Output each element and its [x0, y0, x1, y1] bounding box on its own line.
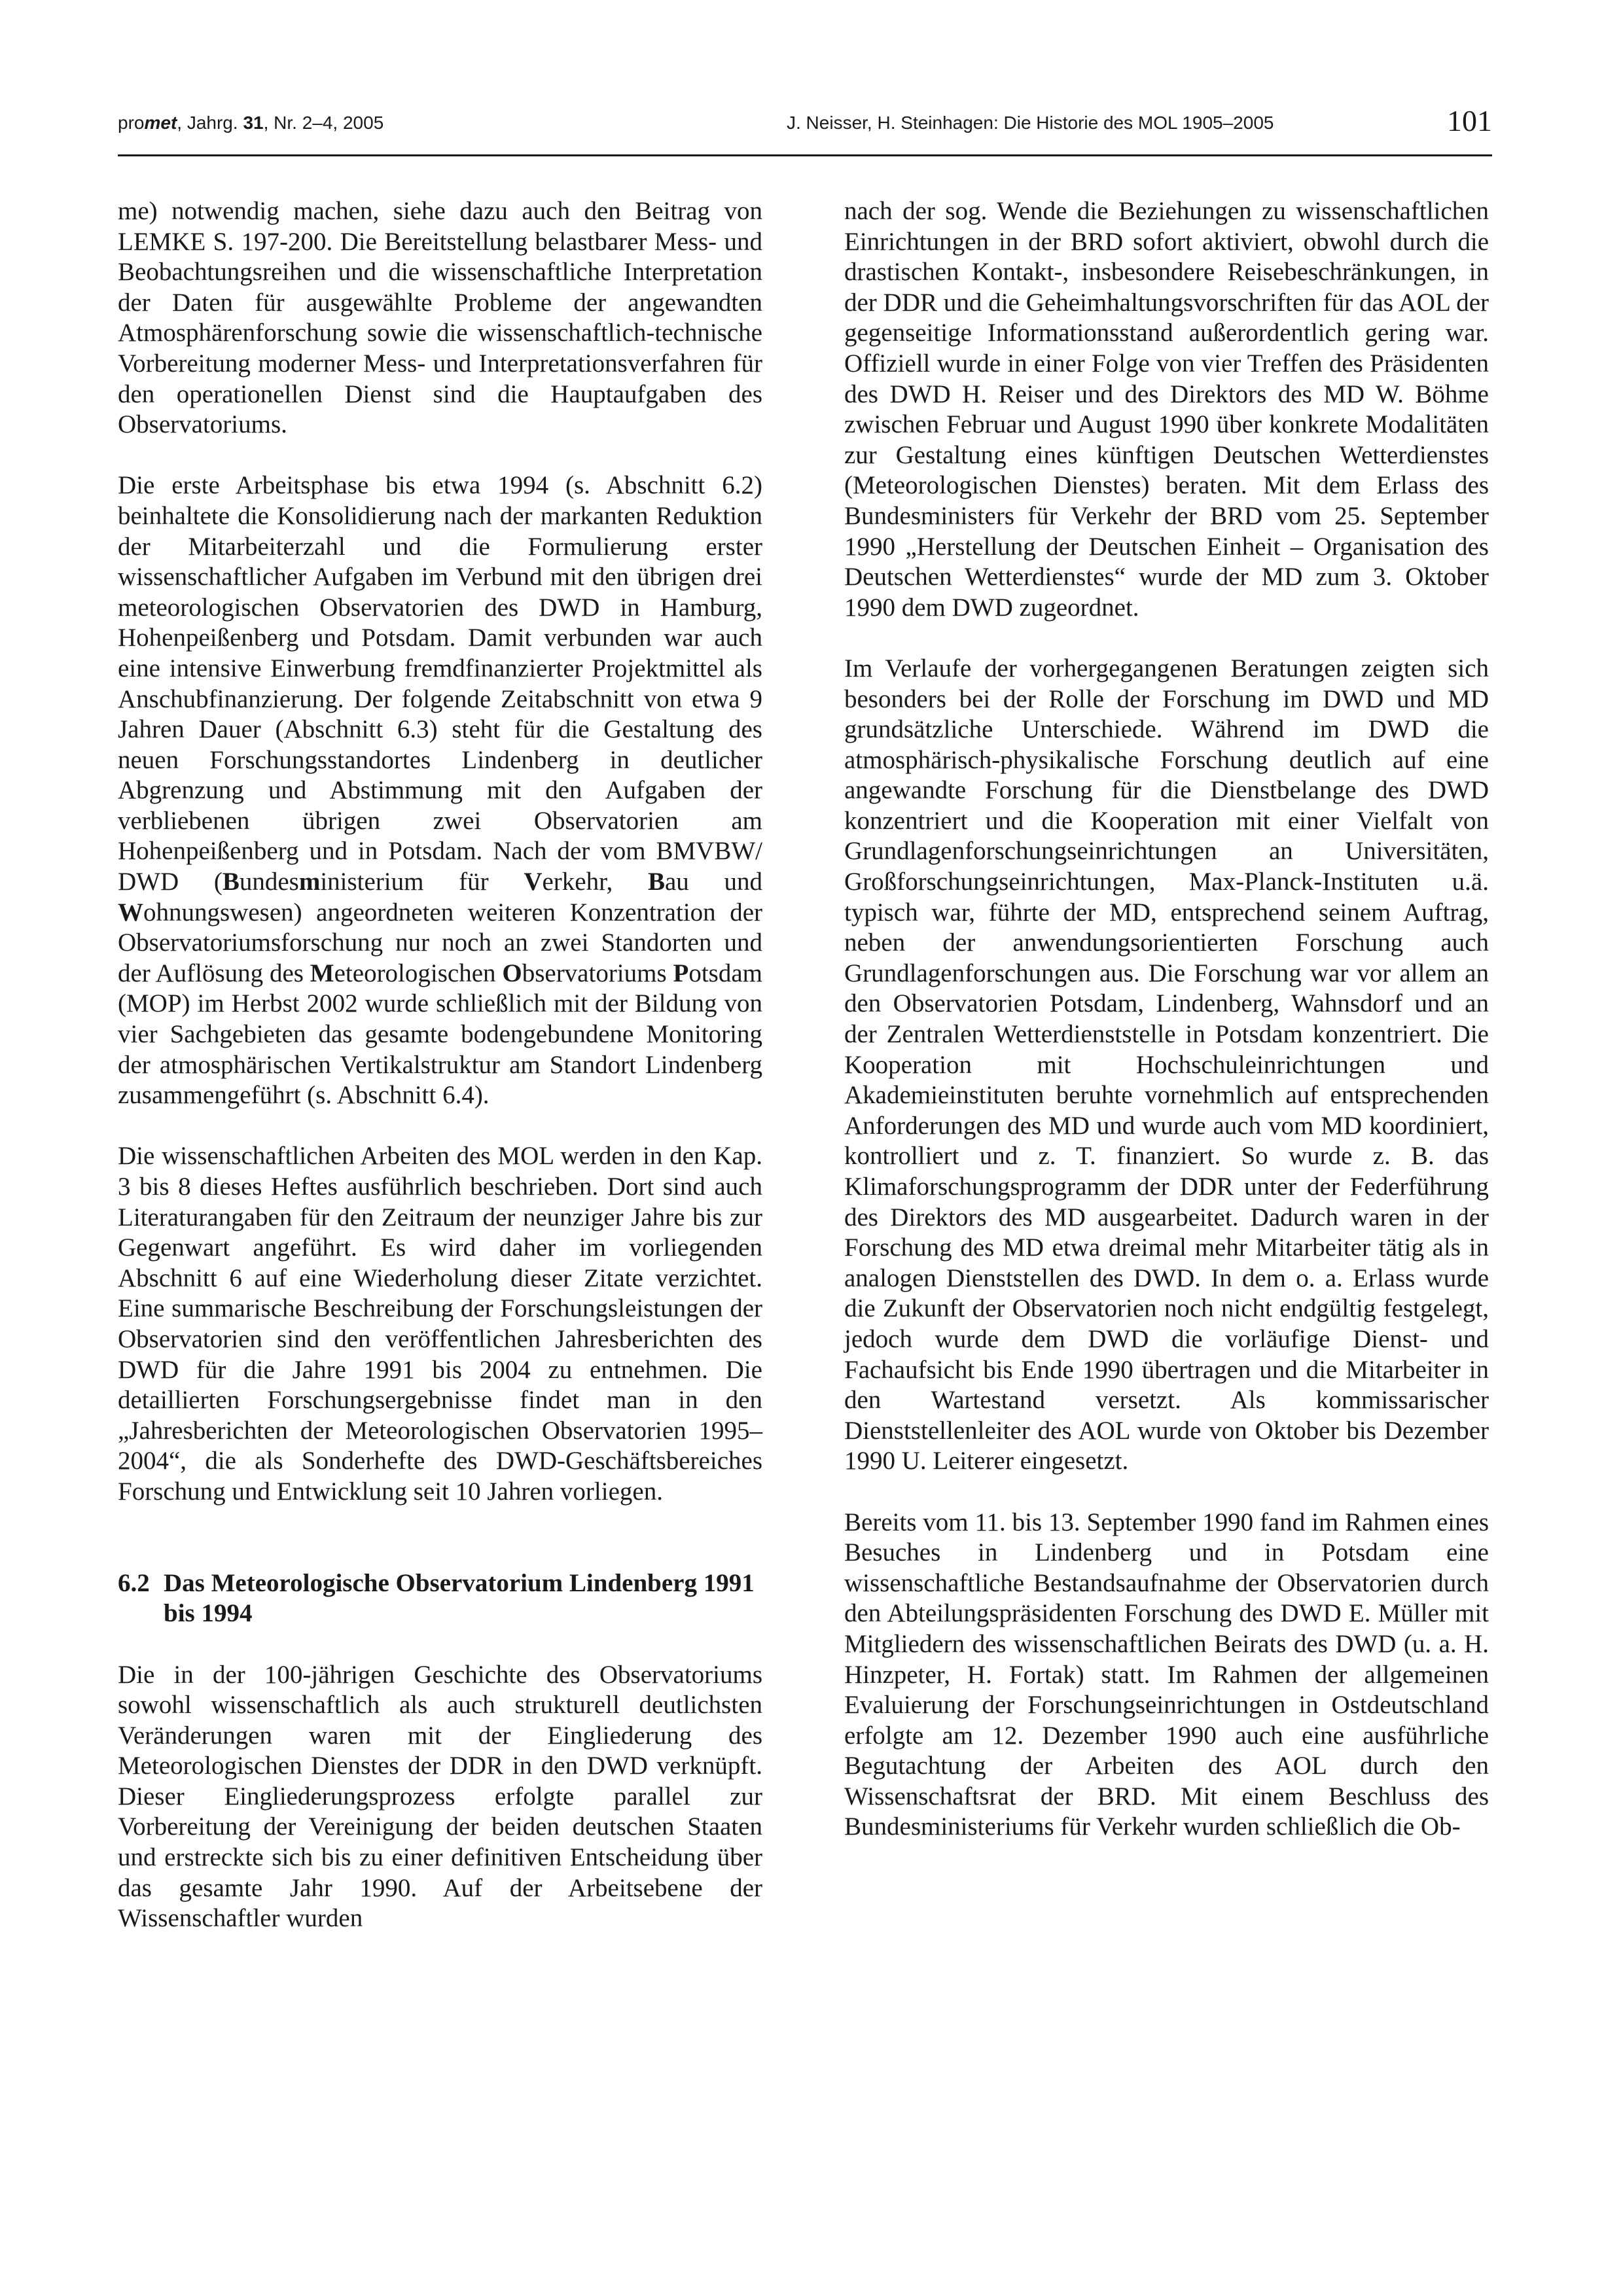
header-rule — [118, 154, 1492, 156]
running-header — [118, 98, 1492, 144]
journal-citation: promet, Jahrg. 31, Nr. 2–4, 2005 — [118, 113, 384, 133]
left-column — [118, 196, 762, 1934]
journal-name-emphasis: met — [144, 113, 177, 133]
paragraph-evaluation: Bereits vom 11. bis 13. September 1990 fand im Rahmen eines Besuches in Lindenberg und in Potsdam eine wissenschaftliche Bestandsaufnahme der Observatorien durch den Abteilungspräsidenten Forschung des DWD E. Müller mit Mitgliedern des wissenschaftlichen Beirats des DWD (u. a. H. Hinzpeter, H. Fortak) statt. Im Rahmen der allgemeinen Evaluierung der Forschungseinrichtungen in Ostdeutschland erfolgte am 12. Dezember 1990 auch eine ausführliche Begutachtung der Arbeiten des AOL durch den Wissenschaftsrat der BRD. Mit einem Beschluss des Bundesministeriums für Verkehr wurden schließlich die Ob- — [844, 1508, 1489, 1841]
section-title: Das Meteorologische Observatorium Lindenberg 1991 bis 1994 — [164, 1568, 755, 1628]
running-title: J. Neisser, H. Steinhagen: Die Historie des MOL 1905–2005 — [787, 113, 1274, 133]
section-heading-6-2 — [118, 1568, 762, 1629]
paragraph-tasks: me) notwendig machen, siehe dazu auch den Beitrag von LEMKE S. 197-200. Die Bereitstellung belastbarer Mess- und Beobachtungsreihen und die wissenschaftliche Interpretation der Daten für ausgewählte Probleme der angewandten Atmosphärenforschung sowie die wissenschaftlich-technische Vorbereitung moderner Mess- und Interpretationsverfahren für den operationellen Dienst sind die Hauptaufgaben des Observatoriums. — [118, 197, 762, 439]
paragraph-phases: Die erste Arbeitsphase bis etwa 1994 (s. Abschnitt 6.2) beinhaltete die Konsolidierung nach der markanten Reduktion der Mitarbeiterzahl und die Formulierung erster wissenschaftlicher Aufgaben im Verbund mit den übrigen drei meteorologischen Observatorien des DWD in Hamburg, Hohenpeißenberg und Potsdam. Damit verbunden war auch eine intensive Einwerbung fremdfinanzierter Projektmittel als Anschubfinanzierung. Der folgende Zeitabschnitt von etwa 9 Jahren Dauer (Abschnitt 6.3) steht für die Gestaltung des neuen Forschungsstandortes Lindenberg in deutlicher Abgrenzung und Abstimmung mit den Aufgaben der verbliebenen übrigen zwei Observatorien am Hohenpeißenberg und in Potsdam. Nach der vom BMVBW/ DWD (Bundesministerium für Verkehr, Bau und Wohnungswesen) angeordneten weiteren Konzentration der Observatoriumsforschung nur noch an zwei Standorten und der Auflösung des Meteorologischen Observatoriums Potsdam (MOP) im Herbst 2002 wurde schließlich mit der Bildung von vier Sachgebieten das gesamte bodengebundene Monitoring der atmosphärischen Vertikalstruktur am Standort Lindenberg zusammengeführt (s. Abschnitt 6.4). — [118, 471, 762, 1110]
right-column — [844, 196, 1489, 1843]
paragraph-integration: Die in der 100-jährigen Geschichte des Observatoriums sowohl wissenschaftlich als auch strukturell deutlichsten Veränderungen waren mit der Eingliederung des Meteorologischen Dienstes der DDR in den DWD verknüpft. Dieser Eingliederungsprozess erfolgte parallel zur Vorbereitung der Vereinigung der beiden deutschen Staaten und erstreckte sich bis zu einer definitiven Entscheidung über das gesamte Jahr 1990. Auf der Arbeitsebene der Wissenschaftler wurden — [118, 1660, 762, 1933]
volume-number: 31 — [243, 113, 264, 133]
paragraph-reunification: nach der sog. Wende die Beziehungen zu wissenschaftlichen Einrichtungen in der BRD sofort aktiviert, obwohl durch die drastischen Kontakt-, insbesondere Reisebeschränkungen, in der DDR und die Geheimhaltungsvorschriften für das AOL der gegenseitige Informationsstand außerordentlich gering war. Offiziell wurde in einer Folge von vier Treffen des Präsidenten des DWD H. Reiser und des Direktors des MD W. Böhme zwischen Februar und August 1990 über konkrete Modalitäten zur Gestaltung eines künftigen Deutschen Wetterdienstes (Meteorologischen Dienstes) beraten. Mit dem Erlass des Bundesministers für Verkehr der BRD vom 25. September 1990 „Herstellung der Deutschen Einheit – Organisation des Deutschen Wetterdienstes“ wurde der MD zum 3. Oktober 1990 dem DWD zugeordnet. — [844, 197, 1489, 622]
paragraph-research-differences: Im Verlaufe der vorhergegangenen Beratungen zeigten sich besonders bei der Rolle der Forschung im DWD und MD grundsätzliche Unterschiede. Während im DWD die atmosphärisch-physikalische Forschung deutlich auf eine angewandte Forschung für die Dienstbelange des DWD konzentriert und die Kooperation mit einer Vielfalt von Grundlagenforschungseinrichtungen an Universitäten, Großforschungseinrichtungen, Max-Planck-Instituten u.ä. typisch war, führte der MD, entsprechend seinem Auftrag, neben der anwendungsorientierten Forschung auch Grundlagenforschungen aus. Die Forschung war vor allem an den Observatorien Potsdam, Lindenberg, Wahnsdorf und an der Zentralen Wetterdienststelle in Potsdam konzentriert. Die Kooperation mit Hochschuleinrichtungen und Akademieinstituten beruhte vornehmlich auf entsprechenden Anforderungen des MD und wurde auch vom MD koordiniert, kontrolliert und z. T. finanziert. So wurde z. B. das Klimaforschungsprogramm der DDR unter der Federführung des Direktors des MD ausgearbeitet. Dadurch waren in der Forschung des MD etwa dreimal mehr Mitarbeiter tätig als in analogen Dienststellen des DWD. In dem o. a. Erlass wurde die Zukunft der Observatorien noch nicht endgültig festgelegt, jedoch wurde dem DWD die vorläufige Dienst- und Fachaufsicht bis Ende 1990 übertragen und die Mitarbeiter in den Wartestand versetzt. Als kommissarischer Dienststellenleiter des AOL wurde von Oktober bis Dezember 1990 U. Leiterer eingesetzt. — [844, 654, 1489, 1475]
section-number: 6.2 — [118, 1568, 150, 1597]
paragraph-publications: Die wissenschaftlichen Arbeiten des MOL werden in den Kap. 3 bis 8 dieses Heftes ausführlich beschrieben. Dort sind auch Literaturangaben für den Zeitraum der neunziger Jahre bis zur Gegenwart angeführt. Es wird daher im vorliegenden Abschnitt 6 auf eine Wiederholung dieser Zitate verzichtet. Eine summarische Beschreibung der Forschungsleistungen der Observatorien sind den veröffentlichen Jahresberichten des DWD für die Jahre 1991 bis 2004 zu entnehmen. Die detaillierten Forschungsergebnisse findet man in den „Jahresberichten der Meteorologischen Observatorien 1995–2004“, die als Sonderhefte des DWD-Geschäftsbereiches Forschung und Entwicklung seit 10 Jahren vorliegen. — [118, 1142, 762, 1506]
page-number: 101 — [1447, 104, 1492, 137]
